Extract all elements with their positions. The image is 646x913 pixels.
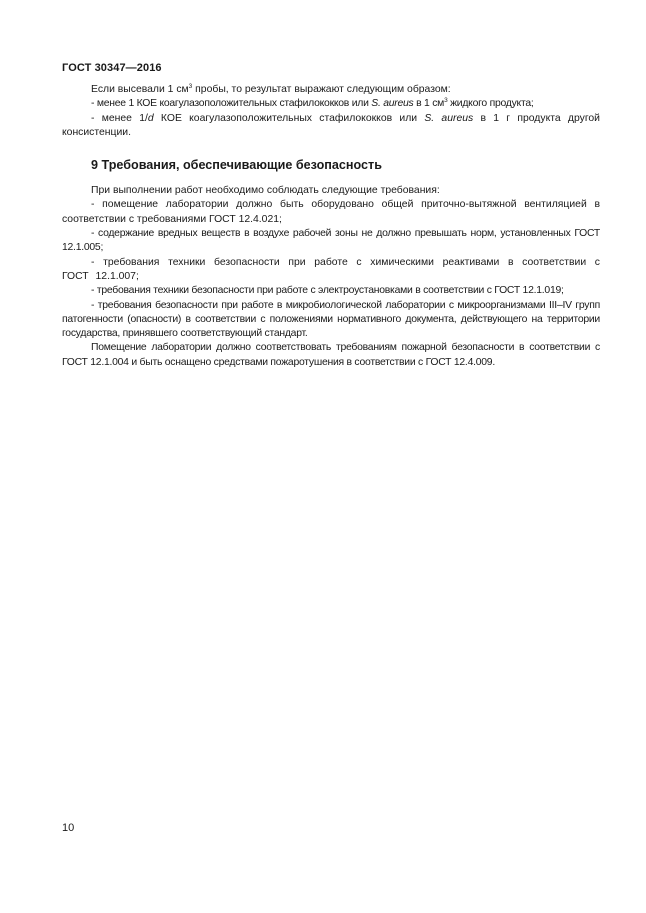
intro-paragraph: Если высевали 1 $см^3$ пробы, то результат выражают следующим образом: [91,83,451,95]
requirement-item: - требования безопасности при работе в микробиологической лаборатории с микроорганизмами III–IV групп патогенности (опасности) в соответствии с положениями нормативного документа, действующего на территории государства, принявшего соответствующий стандарт. [62,299,600,340]
intro-item-1: - менее 1 КОЕ коагулазоположительных стафилококков или S. aureus в 1 $см^3$ жидкого продукта; [91,97,534,110]
page-number: 10 [62,822,75,834]
section-lead: При выполнении работ необходимо соблюдать следующие требования: [91,185,440,197]
requirement-item: - требования техники безопасности при работе с электроустановками в соответствии с ГОСТ 12.1.019; [91,285,564,297]
document-body [62,83,600,370]
requirement-item: - помещение лаборатории должно быть оборудовано общей приточно-вытяжной вентиляцией в соответствии с требованиями ГОСТ 12.4.021; [62,199,600,225]
document-header: ГОСТ 30347—2016 [62,62,162,74]
closing-paragraph: Помещение лаборатории должно соответствовать требованиям пожарной безопасности в соответствии с ГОСТ 12.1.004 и быть оснащено средствами пожаротушения в соответствии с ГОСТ 12.4.009. [62,342,600,368]
section-title: 9 Требования, обеспечивающие безопасность [91,158,382,173]
intro-item-2: - менее 1/d КОЕ коагулазоположительных стафилококков или S. aureus в 1 г продукта другой консистенции. [62,112,600,138]
requirement-item: - содержание вредных веществ в воздухе рабочей зоны не должно превышать норм, установленных ГОСТ 12.1.005; [62,228,600,254]
requirement-item: - требования техники безопасности при работе с химическими реактивами в соответствии с ГОСТ 12.1.007; [62,256,600,282]
